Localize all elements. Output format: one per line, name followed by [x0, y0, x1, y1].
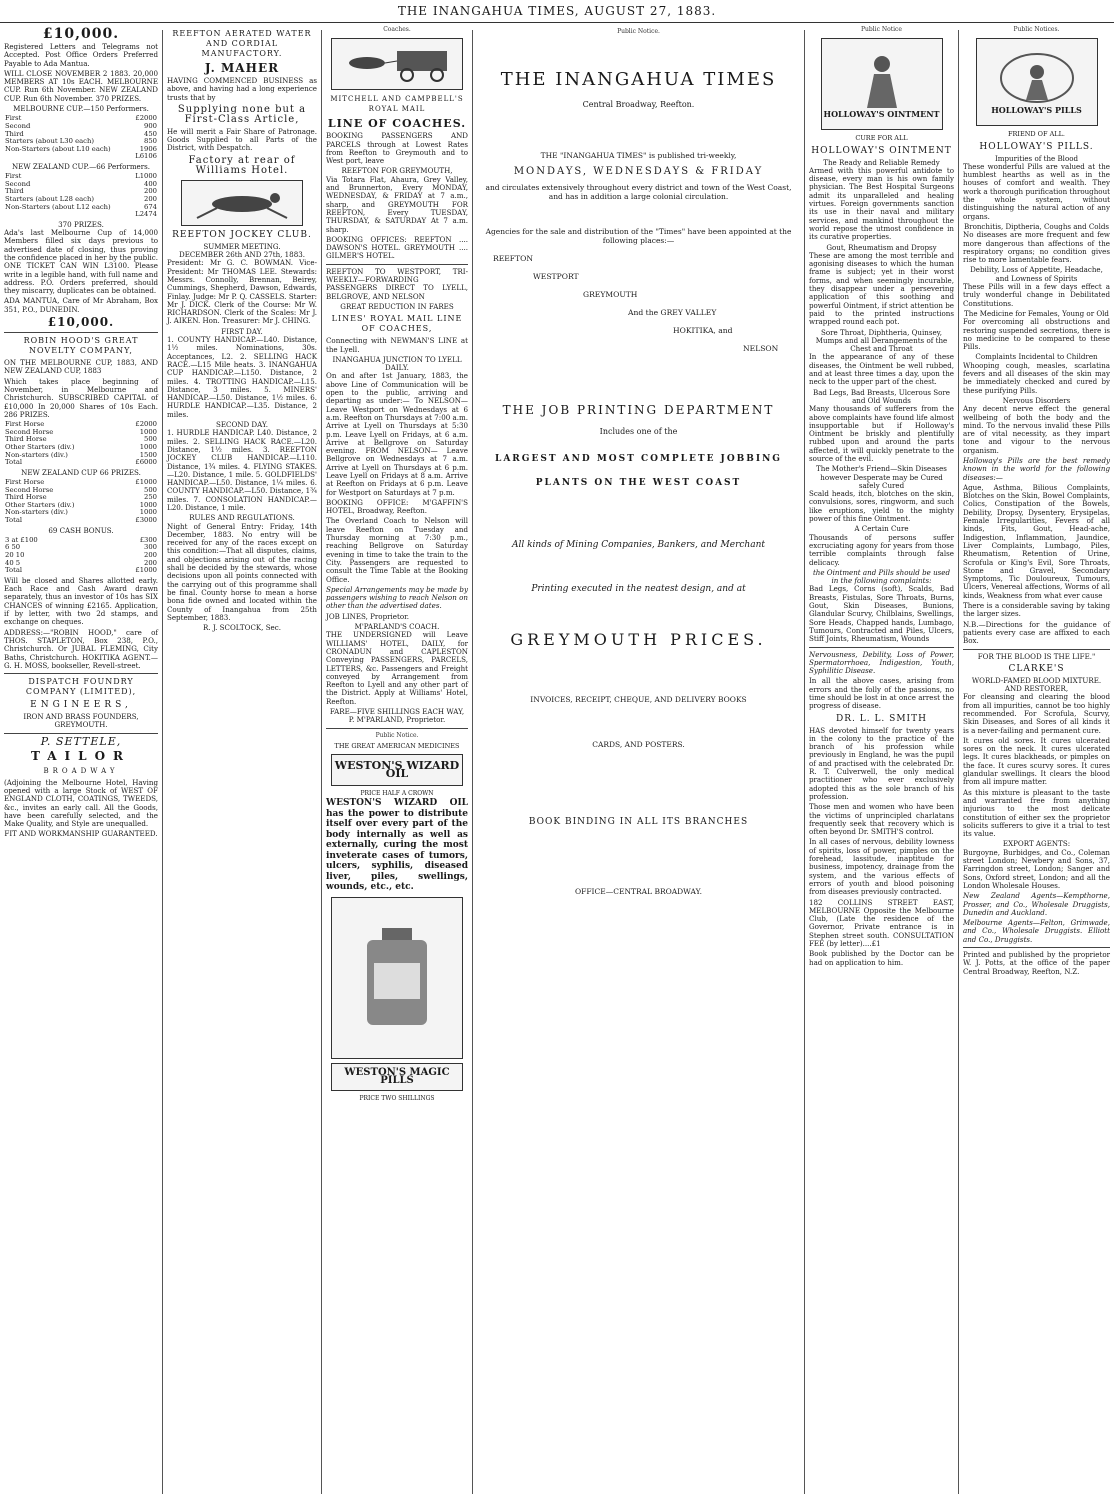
text: Registered Letters and Telegrams not Accepted. Post Office Orders Preferred Payable to Ada Mantua.	[4, 42, 158, 68]
ad-title: ENGINEERS,	[30, 700, 132, 711]
text: THE GREAT AMERICAN MEDICINES	[334, 741, 460, 750]
table-row: Non-starters (div.) 1000	[5, 508, 157, 517]
ad-title: P. SETTELE,	[40, 734, 122, 748]
text: Bad Legs, Corns (soft), Scalds, Bad Breasts, Fistulas, Sore Throats, Burns, Gout, Skin Diseases, Bunions, Glandular Scurvy, Chilblains, Swellings, Sore Heads, Chapped hands, Lumbago, Tumours, Contracted and Piles, Ulcers, Stiff Joints, Rheumatism, Wounds	[809, 584, 954, 644]
text: FARE—FIVE SHILLINGS EACH WAY,	[329, 707, 465, 716]
divider	[963, 947, 1110, 948]
agency-place: GREYMOUTH	[583, 290, 638, 299]
prize-table	[4, 173, 158, 219]
table-row: Starters (about L30 each) 850	[5, 137, 157, 146]
text: New Zealand Agents—Kempthorne, Prosser, and Co., Wholesale Druggists, Dunedin and Auckland.	[963, 891, 1110, 917]
section-heading: M'PARLAND'S COACH.	[354, 622, 440, 632]
prize-table	[4, 115, 158, 161]
table-row: 20 10 200	[5, 551, 157, 560]
masthead: THE INANGAHUA TIMES, AUGUST 27, 1883.	[0, 0, 1114, 23]
text: BOOKING OFFICE: M'GAFFIN'S HOTEL, Broadway, Reefton.	[326, 497, 468, 516]
table-row: Non-Starters (about L10 each) 1906	[5, 144, 157, 153]
text: Thousands of persons suffer excruciating agony for years from those terrible complaints through false delicacy.	[809, 532, 954, 567]
text: Ague, Asthma, Bilious Complaints, Blotches on the Skin, Bowel Complaints, Colics, Constipation of the Bowels, Debility, Dropsy, Dysentery, Erysipelas, Female Irregularities, Fevers of all kinds, Fits, Gout, Head-ache, Indigestion, Inflammation, Jaundice, Liver Complaints, Lumbago, Piles, Rheumatism, Retention of Urine, Scrofula or King's Evil, Sore Throats, Stone and Gravel, Secondary Symptoms, Tic Douloureux, Tumours, Ulcers, Venereal affections, Worms of all kinds, Weakness from what ever cause	[963, 482, 1110, 600]
text: HAVING COMMENCED BUSINESS as above, and having had a long experience trusts that by	[167, 76, 317, 102]
text: REEFTON TO WESTPORT, TRI-WEEKLY—FORWARDING PASSENGERS DIRECT TO LYELL, BELGROVE, AND NELSON	[326, 266, 468, 301]
pills-illustration	[976, 38, 1098, 126]
text: HAS devoted himself for twenty years in the colony to the practice of the branch of his profession while previously in England, he was the pupil of and practised with the celebrated Dr. R. T. Culverwell, the only medical practitioner who ever exclusively adopted this as the sole branch of his profession.	[809, 725, 954, 801]
table-row: Non-Starters (about L12 each) 674	[5, 202, 157, 211]
section-heading: REEFTON FOR GREYMOUTH,	[341, 166, 453, 176]
section-heading: Nervous Disorders	[1002, 395, 1071, 405]
text: All kinds of Mining Companies, Bankers, and Merchant	[511, 540, 766, 550]
table-row: Other Starters (div.) 1000	[5, 442, 157, 451]
lottery-title: £10,000.	[47, 315, 115, 330]
text: SUMMER MEETING.	[203, 241, 281, 251]
agency-place: And the GREY VALLEY	[628, 308, 717, 317]
coach-illustration	[331, 38, 463, 90]
divider	[4, 332, 158, 333]
table-row: Other Starters (div.) 1000	[5, 500, 157, 509]
section-heading: Sore Throat, Diphtheria, Quinsey, Mumps and all Derangements of the Chest and Throat	[815, 327, 948, 354]
wizard-oil-banner: WESTON'S WIZARD OIL	[331, 754, 463, 786]
ad-title: Factory at rear of Williams Hotel.	[188, 154, 296, 176]
text: Armed with this powerful antidote to disease, every man is his own family physician. The Best Hospital Surgeons admit its unparalleled and healing virtues. Foreign governments sanction its use in their naval and military services, and mankind throughout the world repose the utmost confidence in its curative properties.	[809, 165, 954, 242]
text: ON THE MELBOURNE CUP, 1883, AND NEW ZEALAND CUP, 1883	[4, 358, 158, 376]
text: PRICE HALF A CROWN	[360, 790, 434, 798]
text: P. M'PARLAND, Proprietor.	[348, 715, 446, 725]
coach-icon	[337, 43, 457, 85]
text: No diseases are more frequent and few more dangerous than affections of the respiratory organs; no condition gives rise to more lamentable fears.	[963, 230, 1110, 265]
address: ADA MANTUA, Care of Mr Abraham, Box 351, P.O., DUNEDIN.	[4, 296, 158, 314]
agency-place: HOKITIKA, and	[673, 326, 733, 335]
column-3	[322, 24, 472, 1494]
text: CARDS, AND POSTERS.	[592, 740, 685, 749]
text: Which takes place beginning of November, in Melbourne and Christchurch. SUBSCRIBED CAPITAL of £10,000 In 20,000 Shares of 10s Each. 286 PRIZES.	[4, 376, 158, 419]
address: 182 COLLINS STREET EAST, MELBOURNE Opposite the Melbourne Club, (Late the residence of the Governor, Private entrance is in Stephen street south. CONSULTATION FEE (by letter)....£1	[809, 897, 954, 949]
table-row: Third 200	[5, 187, 157, 196]
publication-days: MONDAYS, WEDNESDAYS & FRIDAY	[513, 166, 764, 177]
section-heading: 370 PRIZES.	[58, 219, 104, 229]
section-heading: SECOND DAY.	[216, 420, 268, 430]
magic-pills-banner: WESTON'S MAGIC PILLS	[331, 1063, 463, 1091]
text: President: Mr G. C. BOWMAN. Vice-President: Mr THOMAS LEE. Stewards: Messrs. Connolly, Brennan, Beirey, Cummings, Shepherd, Dawson, Edwards, Finlay. Judge: Mr P. Q. CASSELS. Starter: Mr J. DICK. Clerk of the Course: Mr W. RICHARDSON. Clerk of the Scales: Mr J. J. AIKEN. Hon. Treasurer: Mr J. CHING.	[167, 258, 317, 326]
column-1	[0, 24, 162, 1494]
text: N.B.—Directions for the guidance of patients every case are affixed to each Box.	[963, 619, 1110, 646]
prize-table	[4, 421, 158, 467]
ad-title: CLARKE'S	[1008, 663, 1065, 674]
text: (Adjoining the Melbourne Hotel, Having opened with a large Stock of WEST OF ENGLAND CLOTH, COATINGS, TWEEDS, &c., invites an early call. All the Goods, have been carefully selected, and the Make Quality, and Style are unequalled.	[4, 777, 158, 829]
section-heading: GREAT REDUCTION IN FARES	[340, 301, 454, 311]
text: Will be closed and Shares allotted early. Each Race and Cash Award drawn separately, thus an investor of 10s has SIX CHANCES of winning £2165. Application, if by letter, with two 2d stamps, and exchange on cheques.	[4, 575, 158, 627]
table-row: 40 5 200	[5, 558, 157, 567]
text: Night of General Entry: Friday, 14th December, 1883. No entry will be received for any of the races except on this condition:—That all disputes, claims, and objections arising out of the racing shall be decided by the stewards, whose decisions upon all points connected with the carrying out of this programme shall be final. County horse to mean a horse bona fide owned and located within the County of Inangahua from 25th September, 1883.	[167, 521, 317, 622]
text: FOR THE BLOOD IS THE LIFE."	[977, 651, 1096, 661]
total-row: Total £3000	[5, 515, 157, 524]
section-heading: The Medicine for Females, Young or Old	[964, 308, 1109, 318]
section-heading: Gout, Rheumatism and Dropsy	[826, 242, 937, 252]
table-row: Second 900	[5, 121, 157, 130]
section-heading: RULES AND REGULATIONS.	[189, 513, 295, 523]
text: PLANTS ON THE WEST COAST	[535, 478, 742, 488]
text: BROADWAY	[43, 766, 119, 775]
text: CURE FOR ALL	[855, 134, 908, 143]
table-row: Starters (about L28 each) 200	[5, 195, 157, 204]
divider	[4, 673, 158, 674]
table-row: First L1000	[5, 172, 157, 181]
section-header: Public Notice	[861, 26, 902, 33]
text: In the appearance of any of these diseases, the Ointment be well rubbed, and at least three times a day, upon the neck to the upper part of the chest.	[809, 352, 954, 387]
ad-title: HOLLOWAY'S PILLS.	[979, 141, 1094, 152]
pills-banner: HOLLOWAY'S PILLS	[991, 105, 1082, 116]
ad-title: DISPATCH FOUNDRY COMPANY (LIMITED),	[25, 677, 137, 697]
table-row: Second 400	[5, 179, 157, 188]
table-row: Non-starters (div.) 1500	[5, 450, 157, 459]
section-header: Public Notices.	[1013, 26, 1060, 33]
table-row: Third 450	[5, 129, 157, 138]
text: Nervousness, Debility, Loss of Power, Spermatorrhoea, Indigestion, Youth, Syphilitic Disease.	[809, 649, 954, 676]
text: 1. HURDLE HANDICAP. L40. Distance, 2 miles. 2. SELLING HACK RACE.—L20. Distance, 1½ miles. 3. REEFTON JOCKEY CLUB HANDICAP.—L110. Distance, 1¾ miles. 4. FLYING STAKES.—L20. Distance, 1 mile. 5. GOLDFIELDS' HANDICAP.—L50. Distance, 1¼ miles. 6. COUNTY HANDICAP.—L50. Distance, 1¾ miles. 7. CONSOLATION HANDICAP.—L20. Distance, 1 mile.	[167, 428, 317, 512]
text: Includes one of the	[599, 427, 678, 436]
ad-title: LINE OF COACHES.	[327, 117, 467, 131]
column-rule	[472, 30, 473, 1494]
horse-icon	[187, 184, 297, 222]
table-row: First £2000	[5, 114, 157, 123]
text: FRIEND OF ALL.	[1008, 130, 1065, 139]
total-row: L2474	[135, 210, 157, 219]
text: Special Arrangements may be made by passengers wishing to reach Nelson on other than the advertised dates.	[326, 584, 468, 611]
text: PRICE TWO SHILLINGS	[359, 1094, 435, 1102]
agency-place: REEFTON	[493, 254, 534, 263]
section-heading: MELBOURNE CUP.—150 Performers.	[13, 104, 149, 114]
ad-title: ROBIN HOOD'S GREAT NOVELTY COMPANY,	[23, 336, 139, 356]
text: In all the above cases, arising from errors and the folly of the passions, no time should be lost in at once arrest the progress of disease.	[809, 676, 954, 711]
agency-place: WESTPORT	[533, 272, 579, 281]
ad-title: J. MAHER	[204, 61, 280, 75]
section-heading: Bronchitis, Diptheria, Coughs and Colds	[963, 221, 1110, 231]
section-heading: 69 CASH BONUS.	[48, 525, 114, 535]
text: These Pills will in a few days effect a truly wonderful change in Debilitated Constitutions.	[963, 282, 1110, 308]
agency-place: NELSON	[743, 344, 779, 353]
text: INVOICES, RECEIPT, CHEQUE, AND DELIVERY BOOKS	[530, 695, 747, 704]
ad-title: REEFTON JOCKEY CLUB.	[172, 229, 312, 240]
text: and circulates extensively throughout every district and town of the West Coast, and has in addition a large colonial circulation.	[485, 183, 792, 201]
text: Any decent nerve effect the general wellbeing of both the body and the mind. To the nervous invalid these Pills are of vital necessity, as they impart tone and vigour to the nervous organism.	[963, 404, 1110, 455]
text: For overcoming all obstructions and restoring suspended secretions, there is no medicine to be compared to these Pills.	[963, 317, 1110, 352]
ointment-banner: HOLLOWAY'S OINTMENT	[823, 109, 940, 120]
text: BOOKING PASSENGERS AND PARCELS through at Lowest Rates from Reefton to Greymouth and to West port, leave	[326, 131, 468, 166]
text: 1. COUNTY HANDICAP.—L40. Distance, 1½ miles. Nominations, 30s. Acceptances, L2. 2. SELLING HACK RACE.—L15 Mile heats. 3. INANGAHUA CUP HANDICAP.—L150. Distance, 2 miles. 4. TROTTING HANDICAP.—L15. Distance, 3 miles. 5. MINERS' HANDICAP.—L50. Distance, 1½ miles. 6. HURDLE HANDICAP.—L35. Distance, 2 miles.	[167, 335, 317, 419]
text: JOB LINES, Proprietor.	[326, 611, 409, 621]
text: WESTON'S WIZARD OIL has the power to distribute itself over every part of the body internally as well as externally, curing the most inveterate cases of tumors, ulcers, syphilis, diseased liver, piles, swellings, wounds, etc., etc.	[326, 798, 468, 893]
table-row: Third Horse 500	[5, 435, 157, 444]
text: Scald heads, itch, blotches on the skin, convulsions, sores, ringworm, and such like eruptions, yield to the mighty power of this fine Ointment.	[809, 489, 954, 524]
prize-table	[4, 479, 158, 525]
text: In all cases of nervous, debility lowness of spirits, loss of power, pimples on the forehead, lassitude, inaptitude for business, impotency, drainage from the system, and the various effects of errors of youth and blood poisoning from diseases previously contracted.	[809, 837, 954, 897]
lottery-title: £10,000.	[42, 26, 120, 42]
section-heading: NEW ZEALAND CUP.—66 Performers.	[11, 161, 151, 171]
section-heading: The Mother's Friend—Skin Diseases however Desperate may be Cured safely Cured	[816, 464, 947, 490]
newspaper-title: THE INANGAHUA TIMES	[500, 69, 777, 90]
text: Melbourne Agents—Felton, Grimwade, and Co., Wholesale Druggists. Elliott and Co., Druggists.	[963, 918, 1110, 944]
text: The Overland Coach to Nelson will leave Reefton on Tuesday and Thursday morning at 7:30 p.m., reaching Bellgrove on Saturday evening in time to take the train to the City. Passengers are requested to consult the Time Table at the Booking Office.	[326, 516, 468, 584]
ad-title: MITCHELL AND CAMPBELL'S ROYAL MAIL	[330, 95, 464, 114]
text: BOOK BINDING IN ALL ITS BRANCHES	[528, 817, 749, 827]
ad-title: DR. L. L. SMITH	[836, 713, 927, 724]
text: the Ointment and Pills should be used in the following complaints:	[812, 567, 951, 586]
text: DECEMBER 26th AND 27th, 1883.	[179, 250, 305, 260]
divider	[326, 728, 468, 729]
text: Via Totara Flat, Ahaura, Grey Valley, and Brunnerton, Every MONDAY, WEDNESDAY, & FRIDAY at 7 a.m., sharp, and GREYMOUTH FOR REEFTON, Every TUESDAY, THURSDAY, & SATURDAY At 7 a.m. sharp.	[326, 174, 468, 234]
text: Whooping cough, measles, scarlatina fevers and all diseases of the skin may be immediately checked and cured by these purifying Pills.	[963, 360, 1110, 395]
text: Burgoyne, Burbidges, and Co., Coleman street London; Newbery and Sons, 37, Farringdon street, London; Sanger and Sons, Oxford street, London; and all the London Wholesale Houses.	[963, 847, 1110, 890]
section-heading: Debility, Loss of Appetite, Headache, and Lowness of Spirits	[970, 265, 1103, 283]
divider	[809, 647, 954, 648]
column-6	[959, 24, 1114, 1494]
text: THE UNDERSIGNED will Leave WILLIAMS' HOTEL, DAILY, for CRONADUN and CAPLESTON Conveying PASSENGERS, PARCELS, LETTERS, &c. Passengers and Freight conveyed by Arrangement from Reefton to Lyell and any other part of the District. Apply at Williams' Hotel, Reefton.	[326, 630, 468, 706]
text: IRON AND BRASS FOUNDERS, GREYMOUTH.	[23, 712, 139, 730]
ointment-illustration	[821, 38, 943, 130]
racehorse-illustration	[181, 180, 303, 226]
total-row: Total £6000	[5, 458, 157, 467]
table-row: Third Horse 250	[5, 493, 157, 502]
section-heading: EXPORT AGENTS:	[1002, 839, 1071, 849]
text: These wonderful Pills are valued at the humblest hearths as well as in the houses of comfort and wealth. They work a thorough purification throughout the whole system, without distinguishing the natural action of any organs.	[963, 161, 1110, 221]
section-heading: A Certain Cure	[854, 524, 909, 534]
ad-title: LINES' ROYAL MAIL LINE OF COACHES,	[331, 314, 463, 334]
ad-title: TAILOR	[30, 748, 132, 763]
address: ADDRESS:—"ROBIN HOOD," care of THOS. STAPLETON, Box 238, P.O., Christchurch. Or JUBAL FLEMING, City Baths, Christchurch. HOKITIKA AGENT.—G. H. MOSS, bookseller, Revell-street.	[4, 627, 158, 670]
text: FIT AND WORKMANSHIP GUARANTEED.	[4, 829, 158, 839]
text: Connecting with NEWMAN'S LINE at the Lyell.	[326, 336, 468, 354]
imprint: Printed and published by the proprietor W. J. Potts, at the office of the paper Central Broadway, Reefton, N.Z.	[963, 950, 1110, 976]
divider	[4, 733, 158, 734]
text: Those men and women who have been the victims of unprincipled charlatans frequently seek that recovery which is often beyond Dr. SMITH'S control.	[809, 802, 954, 837]
text: Many thousands of sufferers from the above complaints have found life almost insupportable but if Holloway's Ointment be briskly and plentifully rubbed upon and around the parts affected, it will quickly penetrate to the source of the evil.	[809, 404, 954, 463]
text: On and after 1st January, 1883, the above Line of Communication will be open to the public, arriving and departing as under:— To NELSON— Leave Westport on Wednesdays at 6 a.m. Reefton on Thursdays at 7:00 a.m. Arrive at Lyell on Thursdays at 5:30 p.m. Leave Lyell on Fridays, at 6 a.m. Arrive at Bellgrove on Saturday evening. FROM NELSON— Leave Bellgrove on Wednesdays at 7 a.m. Arrive at Lyell on Thursdays at 6 p.m. Leave Lyell on Fridays at 8 a.m. Arrive at Reefton on Fridays at 6 p.m. Leave for Westport on Saturdays at 7 p.m.	[326, 371, 468, 497]
table-row: Second Horse 500	[5, 485, 157, 494]
text: There is a considerable saving by taking the larger sizes.	[963, 601, 1110, 619]
text: Central Broadway, Reefton.	[582, 100, 695, 109]
text: Book published by the Doctor can be had on application to him.	[809, 949, 954, 967]
text: BOOKING OFFICES: REEFTON .... DAWSON'S HOTEL. GREYMOUTH .... GILMER'S HOTEL.	[326, 234, 468, 261]
section-heading: Bad Legs, Bad Breasts, Ulcerous Sore and Old Wounds	[812, 387, 950, 405]
divider	[963, 649, 1110, 650]
text: Printing executed in the neatest design, and at	[531, 584, 746, 594]
section-title: THE JOB PRINTING DEPARTMENT	[502, 403, 775, 417]
section-heading: WORLD-FAMED BLOOD MIXTURE.	[971, 675, 1102, 685]
newspaper-notice	[475, 24, 802, 1494]
total-row: Total £1000	[5, 566, 157, 575]
section-heading: FIRST DAY.	[221, 326, 263, 336]
ad-title: REEFTON AERATED WATER AND CORDIAL MANUFACTORY.	[172, 29, 312, 58]
text: He will merit a Fair Share of Patronage. Goods Supplied to all Parts of the District, with Despatch.	[167, 126, 317, 153]
text: OFFICE—CENTRAL BROADWAY.	[575, 887, 702, 896]
text: For cleansing and clearing the blood from all impurities, cannot be too highly recommended. For Scrofula, Scurvy, Skin Diseases, and Sores of all kinds it is a never-failing and permanent cure.	[963, 692, 1110, 735]
signature-text: R. J. SCOLTOCK, Sec.	[203, 623, 281, 633]
table-row: First Horse £1000	[5, 478, 157, 486]
text: Ada's last Melbourne Cup of 14,000 Members filled six days previous to advertised date of closing, thus proving the confidence placed in her by the public. ONE TICKET CAN WIN L3100. Please write in a legible hand, with full name and address. P.O. Orders preferred, should they miscarry, duplicates can be obtained.	[4, 228, 158, 296]
text: WILL CLOSE NOVEMBER 2 1883. 20,000 MEMBERS AT 10s EACH. MELBOURNE CUP. Run 6th November. NEW ZEALAND CUP. Run 6th November. 370 PRIZES.	[4, 68, 158, 103]
section-header: Coaches.	[383, 26, 411, 33]
section-header: Public Notice.	[375, 731, 419, 739]
text: Holloway's Pills are the best remedy known in the world for the following diseases:—	[963, 455, 1110, 482]
section-heading: Complaints Incidental to Children	[975, 352, 1098, 362]
table-row: 6 50 300	[5, 543, 157, 552]
divider	[326, 264, 468, 265]
figure-icon	[832, 50, 932, 110]
column-5	[805, 24, 958, 1494]
section-header: Public Notice.	[617, 28, 660, 35]
text: As this mixture is pleasant to the taste and warranted free from anything injurious to the most delicate constitution of either sex the proprietor solicits sufferers to give it a trial to test its value.	[963, 787, 1110, 839]
prize-table	[4, 537, 158, 575]
section-heading: NEW ZEALAND CUP 66 PRIZES.	[21, 467, 141, 477]
total-row: L6106	[135, 152, 157, 161]
text: These are among the most terrible and agonising diseases to which the human frame is subject; yet in their worst forms, and when seemingly incurable, they disappear under a persevering application of this soothing and powerful Ointment, if strict attention be paid to the printed instructions wrapped round each pot.	[809, 250, 954, 327]
section-heading: The Ready and Reliable Remedy	[823, 157, 940, 167]
figure-icon	[992, 50, 1082, 106]
text: Agencies for the sale and distribution of the "Times" have been appointed at the following places:—	[485, 227, 792, 245]
table-row: First Horse £2000	[5, 420, 157, 429]
column-2	[163, 24, 321, 1494]
text: AND RESTORER,	[1004, 684, 1069, 694]
magic-pills-illustration	[331, 897, 463, 1059]
section-heading: INANGAHUA JUNCTION TO LYELL DAILY.	[332, 354, 462, 373]
text: It cures old sores. It cures ulcerated sores on the neck. It cures ulcerated legs. It cures blackheads, or pimples on the face. It cures scurvy sores. It cures glandular swellings. It clears the blood from all impure matter.	[963, 735, 1110, 787]
text: LARGEST AND MOST COMPLETE JOBBING	[495, 454, 782, 464]
table-row: Second Horse 1000	[5, 427, 157, 436]
section-title: GREYMOUTH PRICES.	[510, 630, 767, 649]
text: THE "INANGAHUA TIMES" is published tri-weekly,	[540, 151, 737, 160]
ad-title: HOLLOWAY'S OINTMENT	[811, 145, 952, 156]
bottle-icon	[342, 918, 452, 1038]
table-row: 3 at £100 £300	[5, 535, 157, 544]
ad-title: Supplying none but a First-Class Article,	[177, 103, 307, 125]
section-heading: Impurities of the Blood	[994, 153, 1079, 163]
